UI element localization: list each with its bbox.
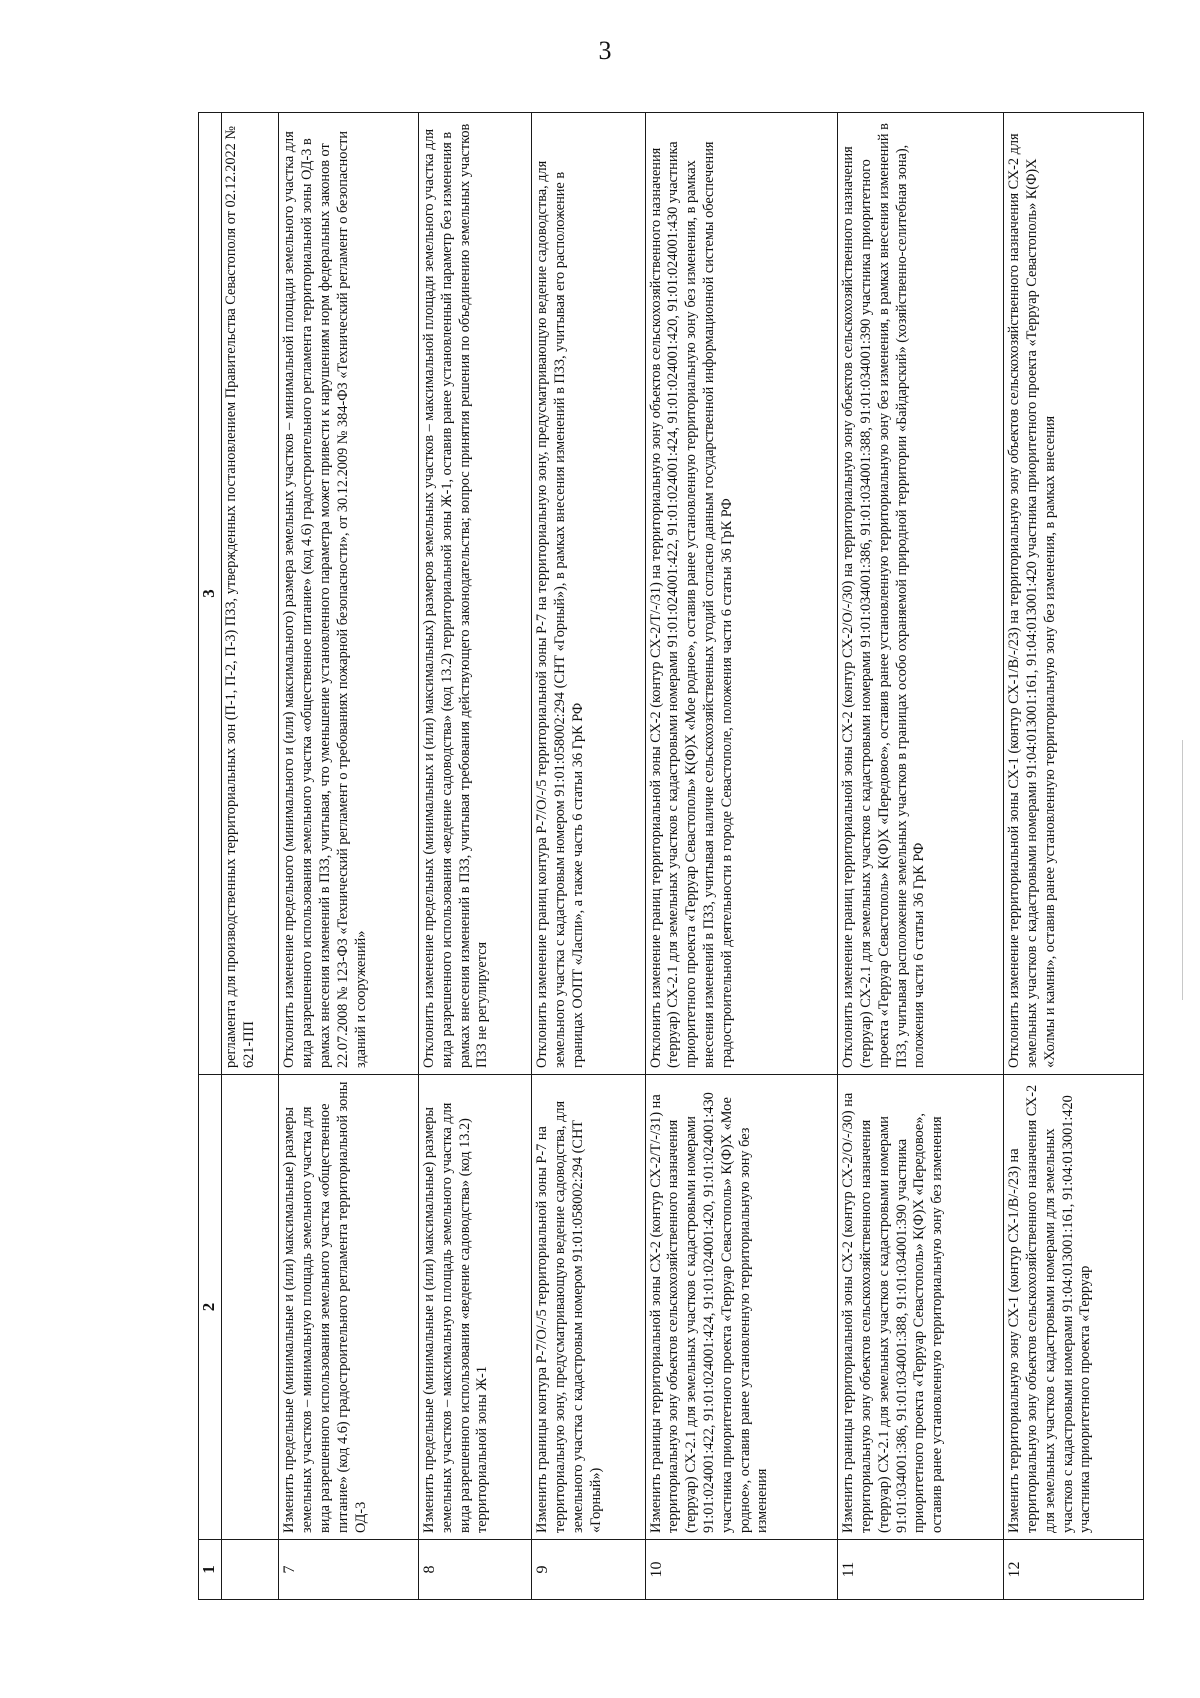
row-proposed-change: Изменить границы территориальной зоны СХ-2 (контур СХ-2/Т/-/31) на территориальную зону объектов сельскохозяйственного назначения (терруар) СХ-2.1 для земельных участков с кадастровыми номерами 91:01:024001:422, 91:01:024001:424, 91:01:024001:420, 91:01:024001:430 участника приоритетного проекта «Терруар Севастополь» К(Ф)Х «Мое родное», оставив ранее установленную территориальную зону без изменения	[645, 1075, 838, 1540]
row-proposed-change: Изменить территориальную зону СХ-1 (контур СХ-1/В/-/23) на территориальную зону объектов сельскохозяйственного назначения СХ-2 для земельных участков с кадастровыми номерами для земельных участков с кадастровыми номерами 91:04:013001:161, 91:04:013001:420 участника приоритетного проекта «Терруар	[1004, 1075, 1144, 1540]
row-number	[222, 1540, 279, 1600]
row-number: 9	[532, 1540, 645, 1600]
table-header-row	[199, 113, 222, 1600]
row-decision: Отклонить изменение территориальной зоны СХ-1 (контур СХ-1/В/-/23) на территориальную зону объектов сельскохозяйственного назначения СХ-2 для земельных участков с кадастровыми номерами 91:04:013001:161, 91:04:013001:420 участника приоритетного проекта «Терруар Севастополь» К(Ф)Х «Холмы и камни», оставив ранее установленную территориальную зону без изменения, в рамках внесения	[1004, 113, 1144, 1075]
row-proposed-change: Изменить границы территориальной зоны СХ-2 (контур СХ-2/О/-/30) на территориальную зону объектов сельскохозяйственного назначения (терруар) СХ-2.1 для земельных участков с кадастровыми номерами 91:01:034001:386, 91:01:034001:388, 91:01:034001:390 участника приоритетного проекта «Терруар Севастополь» К(Ф)Х «Передовое», оставив ранее установленную территориальную зону без изменения	[838, 1075, 1004, 1540]
row-number: 12	[1004, 1540, 1144, 1600]
table-row-continuation	[222, 113, 279, 1600]
table-row-8	[419, 113, 532, 1600]
header-col-2: 2	[199, 1075, 222, 1540]
row-decision: Отклонить изменение границ территориальной зоны СХ-2 (контур СХ-2/О/-/30) на территориальную зону объектов сельскохозяйственного назначения (терруар) СХ-2.1 для земельных участков с кадастровыми номерами 91:01:034001:386, 91:01:034001:388, 91:01:034001:390 участника приоритетного проекта «Терруар Севастополь» К(Ф)Х «Передовое», оставив ранее установленную территориальную зону без изменения, в рамках внесения изменений в ПЗЗ, учитывая расположение земельных участков в границах особо охраняемой природной территории «Байдарский» (хозяйственно-селитебная зона), положения части 6 статьи 36 ГрК РФ	[838, 113, 1004, 1075]
row-decision: Отклонить изменение границ территориальной зоны СХ-2 (контур СХ-2/Т/-/31) на территориальную зону объектов сельскохозяйственного назначения (терруар) СХ-2.1 для земельных участков с кадастровыми номерами 91:01:024001:422, 91:01:024001:424, 91:01:024001:420, 91:01:024001:430 участника приоритетного проекта «Терруар Севастополь» К(Ф)Х «Мое родное», оставив ранее установленную территориальную зону без изменения, в рамках внесения изменений в ПЗЗ, учитывая наличие сельскохозяйственных угодий согласно данным государственной информационной системы обеспечения градостроительной деятельности в городе Севастополе, положения части 6 статьи 36 ГрК РФ	[645, 113, 838, 1075]
header-col-1: 1	[199, 1540, 222, 1600]
row-proposed-change: Изменить предельные (минимальные и (или) максимальные) размеры земельных участков – минимальную площадь земельного участка для вида разрешенного использования земельного участка «общественное питание» (код 4.6) градостроительного регламента территориальной зоны ОД-3	[279, 1075, 419, 1540]
decisions-table	[198, 112, 1144, 1600]
header-col-3: 3	[199, 113, 222, 1075]
row-decision: Отклонить изменение предельного (минимального и (или) максимального) размера земельных участков – минимальной площади земельного участка для вида разрешенного использования земельного участка «общественное питание» (код 4.6) градостроительного регламента территориальной зоны ОД-3 в рамках внесения изменений в ПЗЗ, учитывая, что уменьшение установленного параметра может привести к нарушениям норм федеральных законов от 22.07.2008 № 123-ФЗ «Технический регламент о требованиях пожарной безопасности», от 30.12.2009 № 384-ФЗ «Технический регламент о безопасности зданий и сооружений»	[279, 113, 419, 1075]
table-row-11	[838, 113, 1004, 1600]
row-proposed-change: Изменить предельные (минимальные и (или) максимальные) размеры земельных участков – максимальную площадь земельного участка для вида разрешенного использования «ведение садоводства» (код 13.2) территориальной зоны Ж-1	[419, 1075, 532, 1540]
row-number: 7	[279, 1540, 419, 1600]
row-proposed-change	[222, 1075, 279, 1540]
table-row-9	[532, 113, 645, 1600]
row-decision: регламента для производственных территориальных зон (П-1, П-2, П-3) ПЗЗ, утвержденных постановлением Правительства Севастополя от 02.12.2022 № 621-ПП	[222, 113, 279, 1075]
row-proposed-change: Изменить границы контура Р-7/О/-/5 территориальной зоны Р-7 на территориальную зону, предусматривающую ведение садоводства, для земельного участка с кадастровым номером 91:01:058002:294 (СНТ «Горный»)	[532, 1075, 645, 1540]
row-number: 8	[419, 1540, 532, 1600]
page-number: 3	[598, 36, 612, 65]
row-decision: Отклонить изменение границ контура Р-7/О/-/5 территориальной зоны Р-7 на территориальную зону, предусматривающую ведение садоводства, для земельного участка с кадастровым номером 91:01:058002:294 (СНТ «Горный»), в рамках внесения изменений в ПЗЗ, учитывая его расположение в границах ООПТ «Ласпи», а также часть 6 статьи 36 ГрК РФ	[532, 113, 645, 1075]
row-number: 10	[645, 1540, 838, 1600]
table-row-12	[1004, 113, 1144, 1600]
table-row-10	[645, 113, 838, 1600]
scan-artifact-line	[1182, 740, 1183, 1000]
row-number: 11	[838, 1540, 1004, 1600]
row-decision: Отклонить изменение предельных (минимальных и (или) максимальных) размеров земельных участков – максимальной площади земельного участка для вида разрешенного использования «ведение садоводства» (код 13.2) территориальной зоны Ж-1, оставив ранее установленный параметр без изменения в рамках внесения изменений в ПЗЗ, учитывая требования действующего законодательства; вопрос принятия решения по объединению земельных участков ПЗЗ не регулируется	[419, 113, 532, 1075]
table-row-7	[279, 113, 419, 1600]
